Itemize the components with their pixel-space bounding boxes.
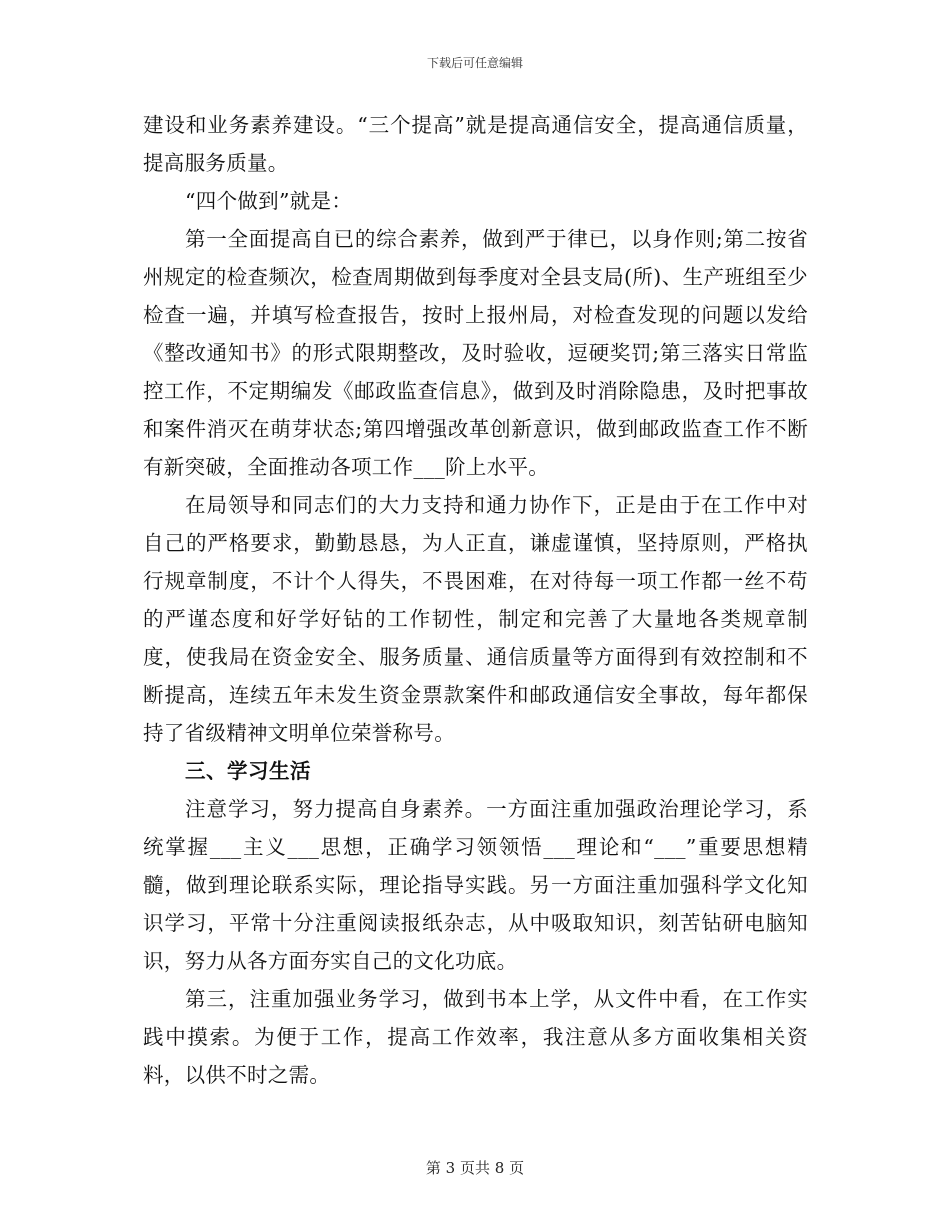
paragraph-four-achievements-intro: “四个做到”就是： — [185, 189, 353, 213]
page-number: 第 3 页共 8 页 — [425, 1159, 525, 1177]
document-body — [143, 106, 808, 1094]
paragraph-four-achievements: 第一全面提高自已的综合素养，做到严于律已，以身作则;第二按省州规定的检查频次，检查周期做到每季度对全县支局(所)、生产班组至少检查一遍，并填写检查报告，按时上报州局，对检查发现的问题以发给《整改通知书》的形式限期整改，及时验收，逗硬奖罚;第三落实日常监控工作，不定期编发《邮政监查信息》，做到及时消除隐患，及时把事故和案件消灭在萌芽状态;第四增强改革创新意识，做到邮政监查工作不断有新突破，全面推动各项工作___阶上水平。 — [143, 227, 808, 479]
section-heading-study-life: 三、学习生活 — [185, 759, 311, 783]
paragraph-leadership-support: 在局领导和同志们的大力支持和通力协作下，正是由于在工作中对自己的严格要求，勤勤恳恳，为人正直，谦虚谨慎，坚持原则，严格执行规章制度，不计个人得失，不畏困难，在对待每一项工作都一丝不苟的严谨态度和好学好钻的工作韧性，制定和完善了大量地各类规章制度，使我局在资金安全、服务质量、通信质量等方面得到有效控制和不断提高，连续五年未发生资金票款案件和邮政通信安全事故，每年都保持了省级精神文明单位荣誉称号。 — [143, 493, 808, 745]
paragraph-continuation: 建设和业务素养建设。“三个提高”就是提高通信安全，提高通信质量，提高服务质量。 — [143, 113, 808, 175]
page-header: 下载后可任意编辑 — [426, 56, 523, 70]
paragraph-business-study: 第三，注重加强业务学习，做到书本上学，从文件中看，在工作实践中摸索。为便于工作，提高工作效率，我注意从多方面收集相关资料，以供不时之需。 — [143, 987, 808, 1087]
paragraph-study: 注意学习，努力提高自身素养。一方面注重加强政治理论学习，系统掌握___主义___思想，正确学习领领悟___理论和“___”重要思想精髓，做到理论联系实际，理论指导实践。另一方面注重加强科学文化知识学习，平常十分注重阅读报纸杂志，从中吸取知识，刻苦钻研电脑知识，努力从各方面夯实自己的文化功底。 — [143, 797, 808, 973]
